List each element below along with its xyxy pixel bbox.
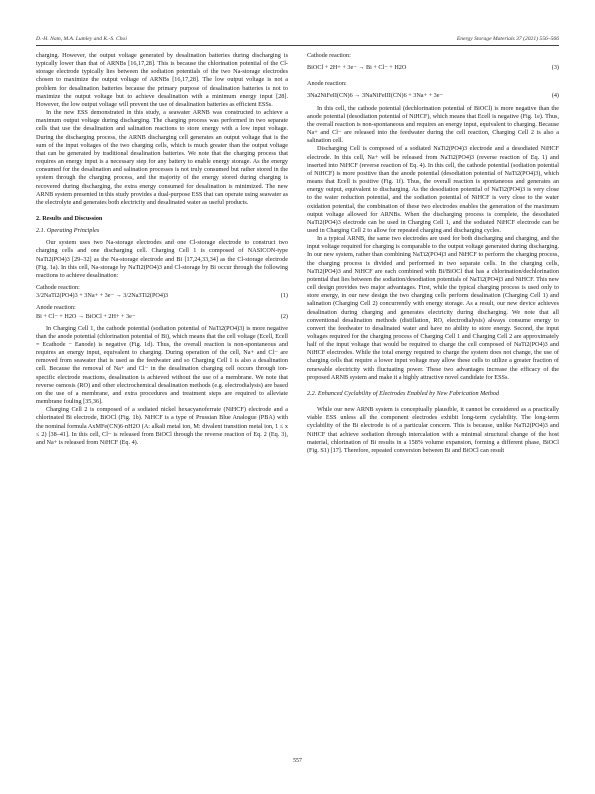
cathode-reaction-label-2: Cathode reaction: bbox=[307, 52, 351, 59]
equation-3 bbox=[307, 64, 559, 72]
subsection-heading-operating-principles: 2.1. Operating Principles bbox=[36, 227, 100, 235]
paragraph-charging-cell-2: Charging Cell 2 is composed of a sodiated nickel hexacyanoferrate (NiHCF) electrode and a chlorinated Bi electrode, BiOCl (Fig. 1b). NiHCF is a type of Prussian Blue Analogue (PBA) with the nominal formula AxMFe(CN)6·nH2O (A: alkali metal ion, M: divalent transition metal ion, 1 ≤ x ≤ 2) [38–41]. In this cell, Cl− is released from BiOCl through the reverse reaction of Eq. 2 (Eq. 3), and Na+ is released from NiHCF (Eq. 4). bbox=[36, 406, 288, 446]
page-number: 557 bbox=[293, 758, 302, 764]
paragraph-intro-2: In the new ESS demonstrated in this study, a seawater ARNB was constructed to achieve a maximum output voltage during discharging. The charging process was performed in two separate cells that use the desalination and salination reactions to store energy with a low input voltage. During the discharging process, the ARNB discharging cell generates an output voltage that is the sum of the input voltages of the two charging cells, which is much greater than the output voltage that can be generated by traditional desalination batteries. We note that the charging process that requires an energy input is a necessary step for any battery to enable energy storage. As the energy consumed for the desalination and salination processes is not truly consumed but rather stored in the system through the charging process, and the majority of the energy stored during charging is recovered during discharging, the extra energy consumed for desalination is minimized. The new ARNB system presented in this study provides a dual-purpose ESS that can operate using seawater as the electrolyte and generates both electricity and desalinated water as useful products. bbox=[36, 109, 288, 206]
paragraph-typical-arnb: In a typical ARNB, the same two electrodes are used for both discharging and charging, and the input voltage required for charging is comparable to the output voltage generated during discharging. In our new system, rather than combining NaTi2(PO4)3 and NiHCF to perform the charging process, the charging process is divided and performed in two separate cells. In the charging cells, NaTi2(PO4)3 and NiHCF are each combined with Bi/BiOCl that has a chlorination/dechlorination potential that lies between the sodiation/desodiation potentials of NaTi2(PO4)3 and NiHCF. This new cell design provides two major advantages. First, while the typical charging process is used only to store energy, in our new design the two charging cells perform desalination (Charging Cell 1) and salination (Charging Cell 2) concurrently with energy storage. As a result, our new device achieves desalination during charging and generates electricity during discharging. We note that all conventional desalination methods (distillation, RO, electrodialysis) always consume energy to convert the feedwater to desalinated water and have no ability to store energy. Second, the input voltages required for the charging process of Charging Cell 1 and Charging Cell 2 are approximately half of the input voltage that would be required to charge the cell composed of NaTi2(PO4)3 and NiHCF electrodes. While the total energy required to charge the system does not change, the use of charging cells that require a lower input voltage may allow these cells to utilize a greater fraction of renewable electricity with fluctuating power. These two advantages increase the efficacy of the proposed ARNB system and make it a highly attractive novel candidate for ESSs. bbox=[307, 235, 559, 381]
paragraph-cyclability: While our new ARNB system is conceptually plausible, it cannot be considered as a practically viable ESS unless all the component electrodes exhibit long-term cyclability. The long-term cyclability of the Bi electrode is of a particular concern. This is because, unlike NaTi2(PO4)3 and NiHCF that achieve sodiation through intercalation with a minimal structural change of the host material, chlorination of Bi results in a 158% volume expansion, forming a different phase, BiOCl (Fig. S1) [17]. Therefore, repeated conversion between Bi and BiOCl can result bbox=[307, 406, 559, 454]
equation-1-text: 3/2NaTi2(PO4)3 + 3Na+ + 3e− → 3/2Na3Ti2(PO4)3 bbox=[36, 292, 169, 300]
anode-reaction-label-2: Anode reaction: bbox=[307, 80, 347, 88]
cathode-reaction-label: Cathode reaction: bbox=[36, 284, 80, 292]
equation-3-text: BiOCl + 2H+ + 3e− → Bi + Cl− + H2O bbox=[307, 64, 407, 72]
equation-4-number: (4) bbox=[551, 92, 559, 100]
equation-2-number: (2) bbox=[280, 312, 288, 320]
equation-3-number: (3) bbox=[551, 64, 559, 72]
subsection-heading-cyclability: 2.2. Enhanced Cyclability of Electrodes Enabled by New Fabrication Method bbox=[307, 389, 500, 397]
paragraph-charging-cell-1: In Charging Cell 1, the cathode potential (sodiation potential of NaTi2(PO4)3) is more negative than the anode potential (chlorination potential of Bi), which means that the cell voltage (Ecell, Ecell = Ecathode − Eanode) is negative (Fig. 1d). Thus, the overall reaction is non-spontaneous and requires an energy input, equivalent to charging. During operation of the cell, Na+ and Cl− are removed from seawater that is used as the feedwater and so Charging Cell 1 is also a desalination cell. Because the removal of Na+ and Cl− in the desalination charging cell occurs through ion-specific electrode reactions, desalination is achieved without the use of a membrane. We note that reverse osmosis (RO) and other electrochemical desalination methods (e.g. electrodialysis) are based on the use of a membrane, and extra procedures and treatment steps are required to alleviate membrane fouling [35,36]. bbox=[36, 324, 288, 406]
right-column bbox=[307, 52, 559, 455]
left-column bbox=[36, 52, 288, 447]
running-header-authors: D.-H. Nam, M.A. Lumley and K.-S. Choi bbox=[36, 36, 127, 42]
running-header-journal: Energy Storage Materials 37 (2021) 556–566 bbox=[456, 36, 559, 42]
equation-2-text: Bi + Cl− + H2O → BiOCl + 2H+ + 3e− bbox=[36, 312, 136, 320]
anode-reaction-label: Anode reaction: bbox=[36, 304, 76, 312]
paragraph-discharging-cell: Discharging Cell is composed of a sodiated NaTi2(PO4)3 electrode and a desodiated NiHCF electrode. In this cell, Na+ will be released from NaTi2(PO4)3 (reverse reaction of Eq. 1) and inserted into NiHCF (reverse reaction of Eq. 4). In this cell, the cathode potential (sodiation potential of NiHCF) is more positive than the anode potential (desodiation potential of NaTi2(PO4)3), which means that Ecell is positive (Fig. 1f). Thus, the overall reaction is spontaneous and generates an energy output, equivalent to discharging. As the desodiation potential of NaTi2(PO4)3 is very close to the water reduction potential, and the sodiation potential of NiHCF is very close to the water oxidation potential, the combination of these two electrodes enables the generation of the maximum output voltage allowed for ARNBs. When the discharging process is complete, the desodiated NaTi2(PO4)3 electrode can be used in Charging Cell 1, and the sodiated NiHCF electrode can be used in Charging Cell 2 to allow for repeated charging and discharging cycles. bbox=[307, 145, 559, 234]
equation-4-text: 3Na2NiFeII(CN)6 → 3NaNiFeIII(CN)6 + 3Na+ + 3e− bbox=[307, 92, 443, 100]
paragraph-operating-1: Our system uses two Na-storage electrodes and one Cl-storage electrode to construct two charging cells and one discharging cell. Charging Cell 1 is composed of NASICON-type NaTi2(PO4)3 [29–32] as the Na-storage electrode and Bi [17,24,33,34] as the Cl-storage electrode (Fig. 1a). In this cell, Na-storage by NaTi2(PO4)3 and Cl-storage by Bi occur through the following reactions to achieve desalination: bbox=[36, 239, 288, 279]
equation-1-number: (1) bbox=[280, 292, 288, 300]
equation-4 bbox=[307, 92, 559, 100]
section-heading-results: 2. Results and Discussion bbox=[36, 214, 103, 222]
paragraph-intro-1: charging. However, the output voltage generated by desalination batteries during discharging is typically lower than that of ARNBs [16,17,28]. This is because the chlorination potential of the Cl-storage electrode typically lies between the sodiation potentials of the two Na-storage electrodes chosen to maximize the output voltage of ARNBs [16,17,28]. The low output voltage is not a problem for desalination batteries because the primary purpose of desalination batteries is not to maximize the output voltage but to achieve desalination with a minimum energy input [28]. However, the low output voltage will prevent the use of desalination batteries as efficient ESSs. bbox=[36, 52, 288, 108]
equation-1 bbox=[36, 292, 288, 300]
equation-2 bbox=[36, 313, 288, 321]
paragraph-charging-cell-2-detail: In this cell, the cathode potential (dechlorination potential of BiOCl) is more negative than the anode potential (desodiation potential of NiHCF), which means that Ecell is negative (Fig. 1e). Thus, the overall reaction is non-spontaneous and requires an energy input, equivalent to charging. Because Na+ and Cl− are released into the feedwater during the cell reaction, Charging Cell 2 is also a salination cell. bbox=[307, 104, 559, 145]
header-divider bbox=[36, 45, 559, 46]
